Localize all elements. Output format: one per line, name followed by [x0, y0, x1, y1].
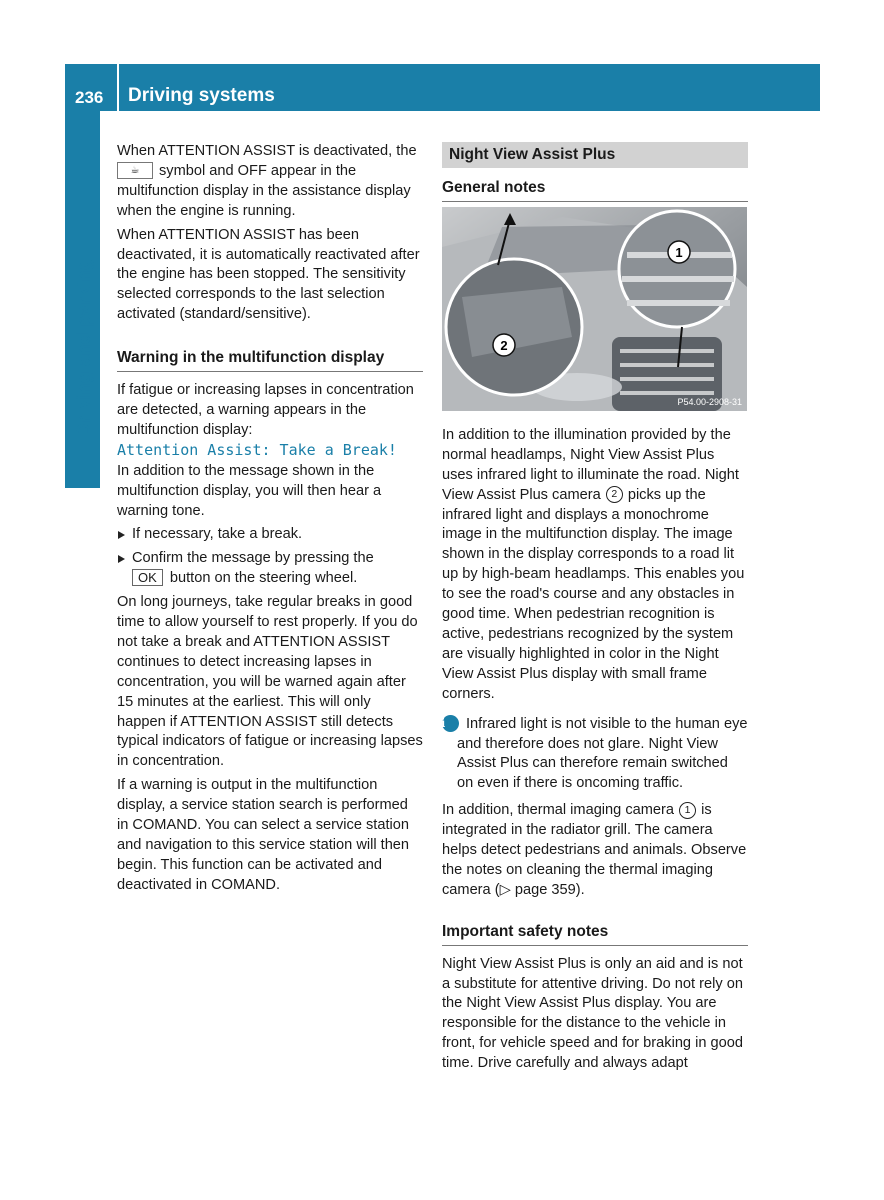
bullet-take-break: If necessary, take a break.: [117, 525, 423, 545]
paragraph-safety: Night View Assist Plus is only an aid and is not a substitute for attentive driving. Do not rely on the Night View Assist Plus display. You are responsible for the distance to the vehicle in front, for vehicle speed and for braking in good time. Drive carefully and always adapt: [442, 955, 743, 1072]
heading-safety-notes: Important safety notes: [442, 922, 748, 946]
ok-button-key: OK: [132, 569, 163, 586]
figure-code: P54.00-2908-31: [677, 396, 742, 407]
callout-1: 1: [675, 244, 683, 260]
vehicle-front-figure: [442, 207, 747, 411]
info-note: i Infrared light is not visible to the human eye and therefore does not glare. Night View Assist Plus can therefore remain switched on even if there is oncoming traffic.: [440, 715, 748, 792]
paragraph-warning-tone: In addition to the message shown in the multifunction display, you will then hear a warning tone.: [117, 462, 382, 519]
chapter-title: Driving systems: [128, 85, 275, 106]
display-message: Attention Assist: Take a Break!: [117, 440, 397, 459]
paragraph-deactivated: When ATTENTION ASSIST is deactivated, the ☕ symbol and OFF appear in the multifunction display in the assistance display when the engine is running.: [117, 143, 417, 219]
attention-assist-symbol-icon: ☕: [117, 162, 153, 179]
heading-general-notes: General notes: [442, 178, 748, 202]
paragraph-long-journeys: On long journeys, take regular breaks in good time to allow yourself to rest properly. If you do not take a break and ATTENTION ASSIST continues to detect increasing lapses in concentration, you will be warned again after 15 minutes at the earliest. This will only happen if ATTENTION ASSIST still detects typical indicators of fatigue or increasing lapses in concentration.: [117, 594, 423, 770]
paragraph-reactivated: When ATTENTION ASSIST has been deactivated, it is automatically reactivated after the engine has been stopped. The sensitivity selected corresponds to the last selection activated (standard/sensitive).: [117, 226, 420, 323]
page-header: [65, 64, 820, 111]
paragraph-night-view-intro: In addition to the illumination provided by the normal headlamps, Night View Assist Plus uses infrared light to illuminate the road. Night View Assist Plus camera 2 picks up the infrared light and displays a monochrome image in the multifunction display. The image shown in the display corresponds to a road lit up by high-beam headlamps. This enables you to see the road's course and any obstacles in good time. When pedestrian recognition is active, pedestrians recognized by the system are visually highlighted in color in the Night View Assist Plus display with small frame corners.: [442, 426, 745, 702]
right-column: [442, 142, 748, 1078]
left-column: [117, 142, 423, 900]
callout-1-inline: 1: [679, 802, 696, 819]
header-divider: [117, 64, 119, 111]
side-tab-label: Driving and parking: [74, 258, 95, 437]
paragraph-thermal-camera: In addition, thermal imaging camera 1 is integrated in the radiator grill. The camera helps detect pedestrians and animals. Observe the notes on cleaning the thermal imaging camera (▷ page 359).: [442, 802, 747, 898]
info-icon: i: [442, 715, 459, 732]
callout-2: 2: [500, 337, 508, 353]
bullet-confirm: Confirm the message by pressing the OK button on the steering wheel.: [117, 549, 423, 589]
heading-warning: Warning in the multifunction display: [117, 348, 423, 372]
paragraph-service-station: If a warning is output in the multifunction display, a service station search is performed in COMAND. You can select a service station and navigation to this service station will then begin. This function can be activated and deactivated in COMAND.: [117, 777, 410, 893]
page-number: 236: [75, 88, 104, 107]
callout-2-inline: 2: [606, 486, 623, 503]
paragraph-fatigue: If fatigue or increasing lapses in concentration are detected, a warning appears in the multifunction display: Attention Assist: Take a Break!: [117, 382, 414, 459]
section-title-bar: Night View Assist Plus: [442, 142, 748, 168]
